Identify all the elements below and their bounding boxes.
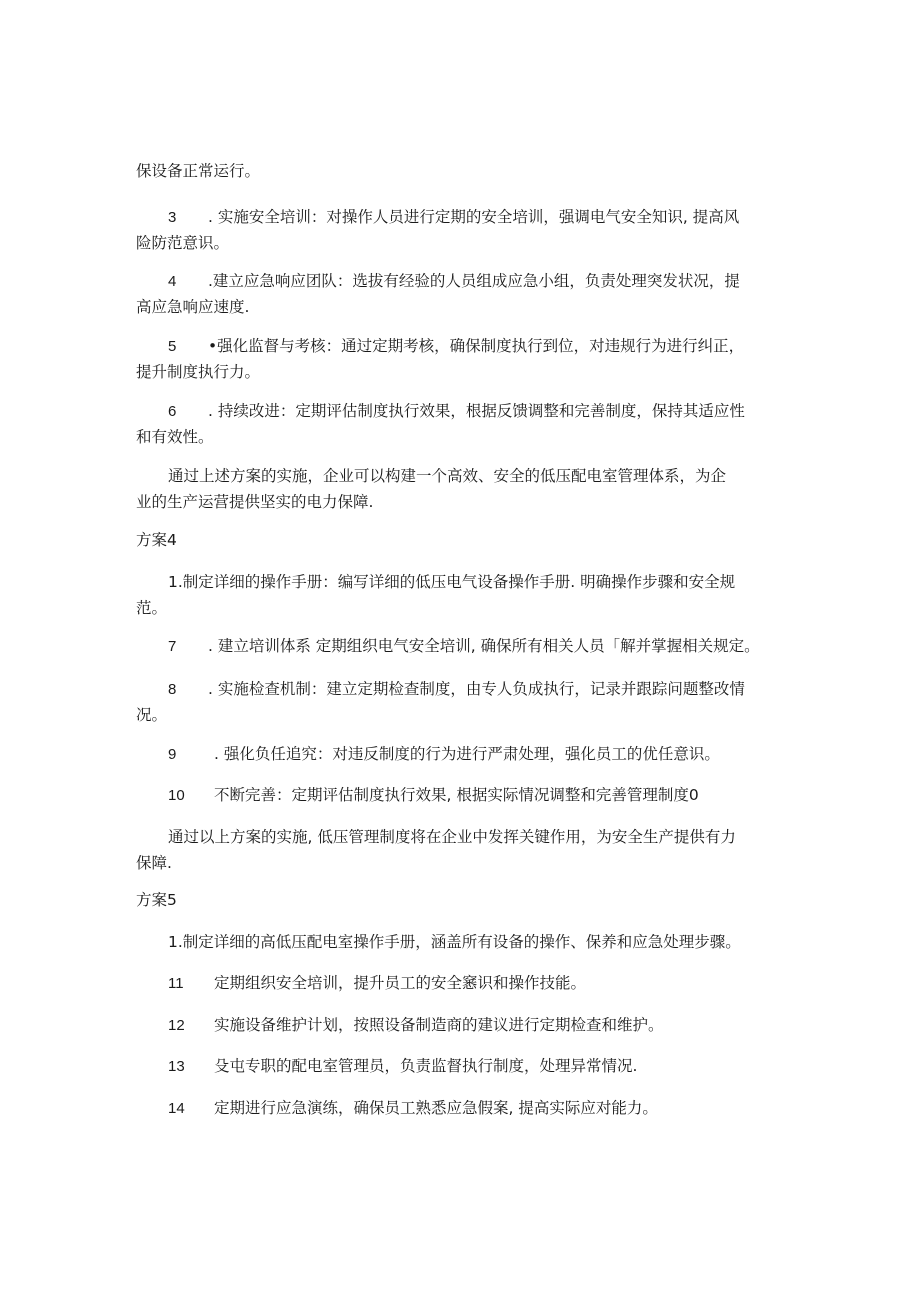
item-text-continuation: 况。: [136, 706, 168, 724]
item-number: 8: [168, 681, 177, 698]
item-text: . 实施安全培训：对操作人员进行定期的安全培训，强调电气安全知识, 提高风: [208, 208, 740, 226]
item-text-continuation: 提升制度执行力。: [136, 363, 261, 381]
list-item-8: [136, 676, 796, 728]
list-item-10: [136, 782, 796, 808]
item-text: 定期进行应急演练，确保员工熟悉应急假案, 提高实际应对能力。: [214, 1099, 658, 1117]
list-item-13: [136, 1053, 796, 1079]
text-line: 通过上述方案的实施，企业可以构建一个高效、安全的低压配电室管理体系，为企: [168, 467, 727, 485]
section-title: 方案5: [136, 891, 177, 909]
item-text: 不断完善：定期评估制度执行效果, 根据实际情况调整和完善管理制度0: [214, 786, 699, 804]
list-item-12: [136, 1012, 796, 1038]
text-line: 保障.: [136, 854, 172, 872]
item-text: .建立应急响应团队：选拔有经验的人员组成应急小组，负责处理突发状况，提: [208, 272, 740, 290]
text-line: 业的生产运营提供坚实的电力保障.: [136, 493, 374, 511]
item-text: 殳屯专职的配电室管理员，负责监督执行制度，处理异常情况.: [214, 1057, 638, 1075]
item-text: 实施设备维护计划，按照设备制造商的建议进行定期检查和维护。: [214, 1016, 664, 1034]
list-item-14: [136, 1095, 796, 1121]
list-item-3: [136, 204, 796, 256]
text-line: 通过以上方案的实施, 低压管理制度将在企业中发挥关键作用，为安全生产提供有力: [168, 828, 736, 846]
list-item-9: [136, 741, 796, 767]
item-text: 定期组织安全培训，提升员工的安全窸识和操作技能。: [214, 974, 587, 992]
item-number: 9: [168, 746, 177, 763]
item-text-continuation: 高应急响应速度.: [136, 298, 250, 316]
item-text: . 强化负任追究：对违反制度的行为进行严肃处理，强化员工的优任意识。: [214, 745, 720, 763]
item-number: 11: [168, 975, 184, 992]
list-item-6: [136, 398, 796, 450]
item-text: 1.制定详细的高低压配电室操作手册，涵盖所有设备的操作、保养和应急处理步骤。: [168, 933, 741, 951]
item-number: 5: [168, 338, 177, 355]
item-text: . 建立培训体系 定期组织电气安全培训, 确保所有相关人员「解并掌握相关规定。: [208, 637, 760, 655]
list-item-4: [136, 268, 796, 320]
item-number: 3: [168, 209, 177, 226]
item-text-continuation: 险防范意识。: [136, 234, 230, 252]
item-number: 4: [168, 273, 177, 290]
text-line: 保设备正常运行。: [136, 162, 261, 180]
section-title: 方案4: [136, 531, 177, 549]
item-number: 6: [168, 403, 177, 420]
list-item-7: [136, 633, 796, 659]
summary-paragraph: [136, 463, 796, 515]
list-item-1: [136, 569, 796, 621]
item-text-continuation: 范。: [136, 599, 168, 617]
item-number: 7: [168, 638, 177, 655]
item-text-continuation: 和有效性。: [136, 428, 214, 446]
item-text: . 持续改进：定期评估制度执行效果，根据反馈调整和完善制度，保持其适应性: [208, 402, 745, 420]
item-number: 14: [168, 1100, 185, 1117]
section-heading-plan-4: [136, 527, 796, 553]
item-text: •强化监督与考核：通过定期考核，确保制度执行到位，对违规行为进行纠正，: [208, 337, 745, 355]
list-item-5: [136, 333, 796, 385]
item-number: 10: [168, 787, 185, 804]
list-item-1: [136, 929, 796, 955]
paragraph-continuation: [136, 158, 796, 184]
list-item-11: [136, 970, 796, 996]
item-text: . 实施检查机制：建立定期检查制度，由专人负成执行，记录并跟踪问题整改情: [208, 680, 745, 698]
item-number: 13: [168, 1058, 185, 1075]
section-heading-plan-5: [136, 887, 796, 913]
item-text: 1.制定详细的操作手册：编写详细的低压电气设备操作手册. 明确操作步骤和安全规: [168, 573, 736, 591]
item-number: 12: [168, 1017, 185, 1034]
summary-paragraph: [136, 824, 796, 876]
